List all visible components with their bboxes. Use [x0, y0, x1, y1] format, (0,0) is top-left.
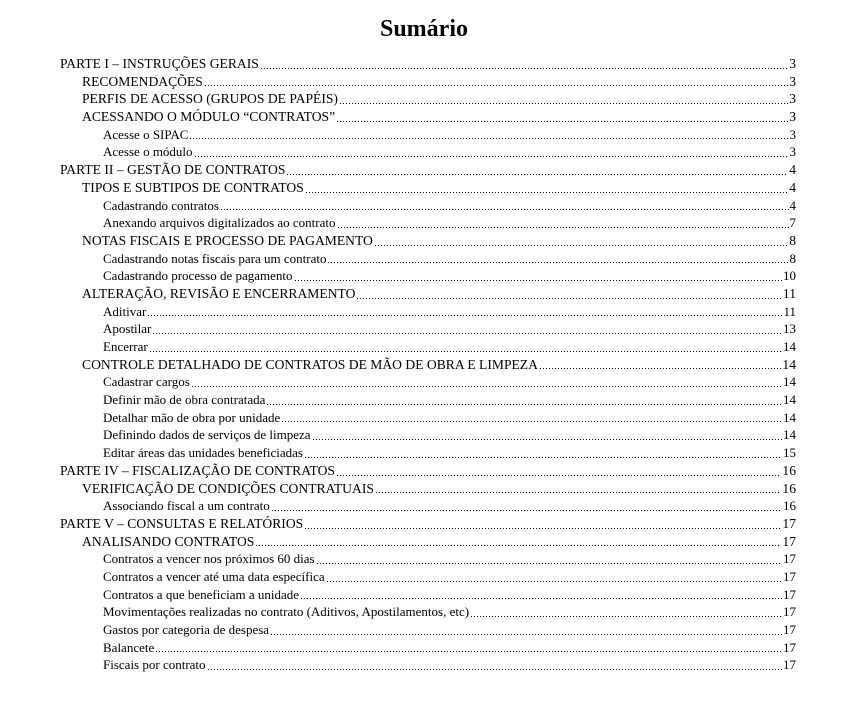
toc-entry-page-number: 14 — [783, 339, 796, 354]
toc-entry[interactable] — [0, 285, 848, 303]
toc-entry[interactable] — [0, 426, 848, 444]
toc-leader-dots — [204, 85, 788, 86]
toc-leader-dots — [260, 68, 788, 69]
toc-entry-text: ACESSANDO O MÓDULO “CONTRATOS” — [82, 109, 336, 125]
toc-entry-page-number: 11 — [782, 285, 796, 301]
toc-entry-text: Movimentações realizadas no contrato (Aditivos, Apostilamentos, etc) — [103, 604, 470, 620]
toc-entry-text: PARTE I – INSTRUÇÕES GERAIS — [60, 56, 259, 71]
toc-entry[interactable] — [0, 161, 848, 179]
toc-entry-page-number: 14 — [783, 427, 796, 443]
toc-entry-text: Anexando arquivos digitalizados ao contrato — [103, 215, 336, 231]
toc-entry[interactable] — [0, 656, 848, 674]
toc-entry-page-number: 16 — [782, 462, 796, 478]
toc-entry-text: Gastos por categoria de despesa — [103, 622, 270, 637]
toc-entry-text: TIPOS E SUBTIPOS DE CONTRATOS — [82, 179, 304, 195]
toc-entry[interactable] — [0, 515, 848, 533]
toc-entry[interactable] — [0, 373, 848, 391]
toc-leader-dots — [356, 298, 782, 299]
toc-leader-dots — [147, 315, 782, 316]
toc-leader-dots — [194, 156, 789, 157]
toc-entry[interactable] — [0, 391, 848, 409]
toc-entry[interactable] — [0, 550, 848, 568]
toc-leader-dots — [327, 262, 788, 263]
toc-leader-dots — [300, 598, 782, 599]
toc-entry-page-number: 17 — [783, 586, 796, 602]
toc-leader-dots — [470, 616, 782, 617]
toc-entry-text: ANALISANDO CONTRATOS — [82, 533, 255, 549]
toc-leader-dots — [305, 192, 788, 193]
toc-entry-page-number: 17 — [783, 568, 796, 584]
toc-entry[interactable] — [0, 73, 848, 91]
toc-entry[interactable] — [0, 639, 848, 657]
toc-entry-text: Aditivar — [103, 303, 147, 319]
toc-entry[interactable] — [0, 603, 848, 621]
toc-entry-text: Detalhar mão de obra por unidade — [103, 409, 281, 425]
toc-entry-text: Cadastrar cargos — [103, 374, 190, 390]
toc-entry-text: Associando fiscal a um contrato — [103, 498, 270, 514]
toc-leader-dots — [270, 634, 782, 635]
toc-entry[interactable] — [0, 586, 848, 604]
toc-leader-dots — [339, 103, 788, 104]
toc-leader-dots — [271, 510, 782, 511]
toc-entry[interactable] — [0, 568, 848, 586]
toc-entry-page-number: 8 — [789, 232, 796, 248]
toc-entry-page-number: 3 — [789, 56, 796, 71]
toc-leader-dots — [337, 227, 789, 228]
toc-entry[interactable] — [0, 356, 848, 374]
toc-entry-page-number: 3 — [789, 73, 796, 89]
toc-leader-dots — [312, 439, 782, 440]
toc-leader-dots — [286, 174, 788, 175]
toc-entry-page-number: 3 — [789, 91, 796, 107]
toc-entry-text: Contratos a que beneficiam a unidade — [103, 586, 300, 602]
toc-entry[interactable] — [0, 621, 848, 639]
toc-entry-text: Contratos a vencer nos próximos 60 dias — [103, 551, 315, 567]
toc-entry-text: Encerrar — [103, 339, 148, 354]
toc-entry-page-number: 14 — [783, 392, 796, 408]
toc-entry-text: Cadastrando contratos — [103, 197, 219, 213]
toc-entry[interactable] — [0, 480, 848, 498]
toc-entry-text: NOTAS FISCAIS E PROCESSO DE PAGAMENTO — [82, 232, 373, 248]
toc-entry[interactable] — [0, 232, 848, 250]
toc-entry-text: PARTE V – CONSULTAS E RELATÓRIOS — [60, 515, 304, 531]
toc-entry[interactable] — [0, 108, 848, 126]
toc-leader-dots — [336, 475, 781, 476]
toc-entry-text: VERIFICAÇÃO DE CONDIÇÕES CONTRATUAIS — [82, 480, 374, 496]
toc-entry[interactable] — [0, 409, 848, 427]
toc-leader-dots — [149, 351, 782, 352]
toc-leader-dots — [374, 245, 788, 246]
toc-entry-text: Definir mão de obra contratada — [103, 392, 266, 408]
toc-leader-dots — [191, 386, 782, 387]
toc-entry-page-number: 3 — [789, 144, 796, 160]
toc-entry-page-number: 17 — [783, 551, 796, 567]
toc-leader-dots — [304, 457, 782, 458]
toc-entry[interactable] — [0, 250, 848, 268]
toc-leader-dots — [304, 528, 781, 529]
toc-entry-page-number: 7 — [789, 215, 796, 231]
toc-leader-dots — [189, 138, 788, 139]
toc-entry-text: Definindo dados de serviços de limpeza — [103, 427, 311, 443]
toc-entry[interactable] — [0, 126, 848, 144]
toc-entry-page-number: 16 — [783, 498, 796, 514]
toc-entry[interactable] — [0, 338, 848, 356]
toc-entry[interactable] — [0, 444, 848, 462]
toc-leader-dots — [336, 121, 788, 122]
toc-entry-page-number: 4 — [789, 162, 796, 178]
toc-leader-dots — [266, 404, 782, 405]
toc-entry-page-number: 17 — [783, 622, 796, 637]
table-of-contents — [0, 55, 848, 674]
toc-entry-page-number: 8 — [789, 250, 796, 266]
toc-entry[interactable] — [0, 55, 848, 73]
toc-entry[interactable] — [0, 143, 848, 161]
toc-entry-page-number: 4 — [789, 197, 796, 213]
toc-entry-page-number: 17 — [782, 515, 796, 531]
toc-leader-dots — [294, 280, 782, 281]
toc-entry-text: ALTERAÇÃO, REVISÃO E ENCERRAMENTO — [82, 285, 356, 301]
toc-entry-page-number: 14 — [782, 356, 796, 372]
toc-entry[interactable] — [0, 90, 848, 108]
toc-leader-dots — [326, 581, 782, 582]
toc-entry-page-number: 17 — [782, 533, 796, 549]
toc-entry-page-number: 11 — [783, 303, 796, 319]
toc-entry[interactable] — [0, 214, 848, 232]
toc-leader-dots — [155, 651, 782, 652]
toc-leader-dots — [281, 421, 782, 422]
toc-entry[interactable] — [0, 303, 848, 321]
toc-entry-page-number: 17 — [783, 657, 796, 673]
toc-entry-text: Editar áreas das unidades beneficiadas — [103, 445, 303, 461]
toc-entry-text: Apostilar — [103, 321, 152, 337]
toc-leader-dots — [255, 545, 781, 546]
toc-entry-page-number: 14 — [783, 409, 796, 425]
toc-title: Sumário — [379, 16, 468, 42]
toc-leader-dots — [316, 563, 782, 564]
toc-leader-dots — [220, 209, 789, 210]
toc-entry[interactable] — [0, 179, 848, 197]
toc-leader-dots — [152, 333, 782, 334]
toc-entry-page-number: 16 — [782, 480, 796, 496]
toc-entry-page-number: 3 — [789, 126, 796, 142]
toc-leader-dots — [539, 368, 781, 369]
toc-entry-page-number: 10 — [783, 268, 796, 284]
toc-entry-text: PARTE IV – FISCALIZAÇÃO DE CONTRATOS — [60, 462, 335, 478]
toc-entry-page-number: 17 — [783, 604, 796, 620]
toc-entry[interactable] — [0, 533, 848, 551]
toc-entry[interactable] — [0, 267, 848, 285]
toc-entry-page-number: 4 — [789, 179, 796, 195]
toc-entry-page-number: 14 — [783, 374, 796, 390]
toc-entry-text: Cadastrando processo de pagamento — [103, 268, 293, 284]
toc-entry[interactable] — [0, 197, 848, 215]
toc-entry-text: Balancete — [103, 639, 155, 655]
toc-leader-dots — [207, 669, 782, 670]
toc-entry-text: Acesse o SIPAC — [103, 126, 189, 142]
toc-entry-text: Cadastrando notas fiscais para um contrato — [103, 250, 327, 266]
toc-entry-text: PERFIS DE ACESSO (GRUPOS DE PAPÉIS) — [82, 91, 338, 107]
toc-entry-text: Fiscais por contrato — [103, 657, 206, 673]
toc-entry-text: CONTROLE DETALHADO DE CONTRATOS DE MÃO DE OBRA E LIMPEZA — [82, 356, 538, 372]
toc-entry-page-number: 15 — [783, 445, 796, 461]
toc-entry[interactable] — [0, 497, 848, 515]
toc-leader-dots — [375, 492, 782, 493]
toc-entry-text: RECOMENDAÇÕES — [82, 73, 203, 89]
toc-entry-text: Acesse o módulo — [103, 144, 193, 160]
toc-entry[interactable] — [0, 320, 848, 338]
toc-entry-page-number: 17 — [783, 639, 796, 655]
toc-entry-text: PARTE II – GESTÃO DE CONTRATOS — [60, 162, 286, 178]
toc-entry-page-number: 3 — [789, 109, 796, 125]
toc-entry-page-number: 13 — [783, 321, 796, 337]
toc-entry[interactable] — [0, 462, 848, 480]
toc-entry-text: Contratos a vencer até uma data específica — [103, 568, 325, 584]
